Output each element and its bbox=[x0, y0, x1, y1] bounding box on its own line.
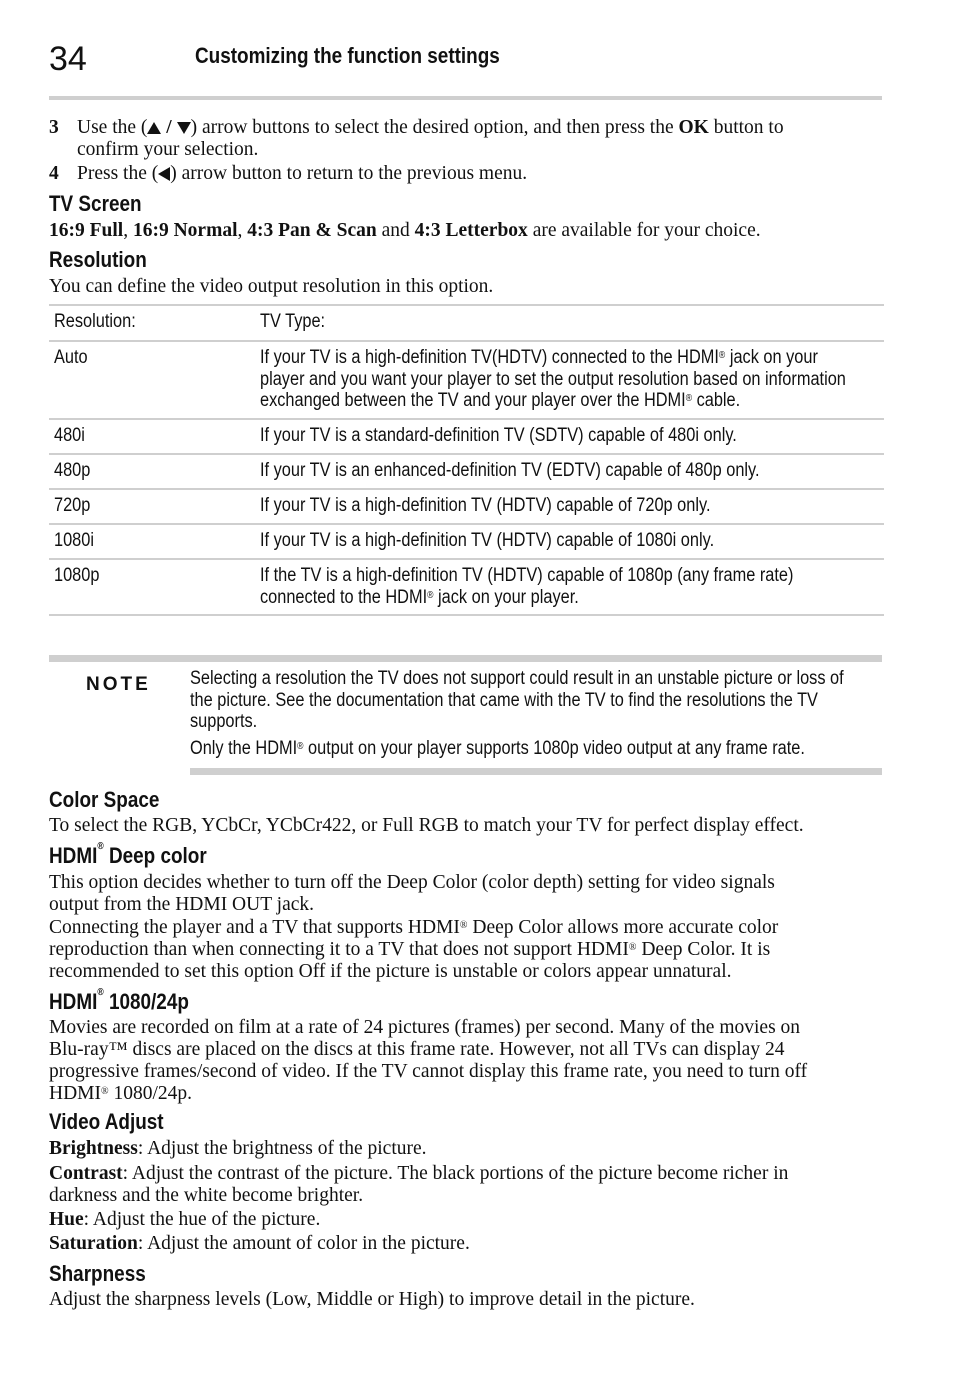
tv-screen-options: 16:9 Full, 16:9 Normal, 4:3 Pan & Scan and 4:3 Letterbox are available for your choice. bbox=[49, 220, 761, 241]
heading-tv-screen: TV Screen bbox=[49, 191, 142, 216]
deep-color-paragraph-1: This option decides whether to turn off the Deep Color (color depth) setting for video signals output from the HDMI OUT jack. bbox=[49, 872, 775, 915]
heading-color-space: Color Space bbox=[49, 787, 160, 812]
video-adjust-hue: Hue: Adjust the hue of the picture. bbox=[49, 1209, 321, 1230]
hdmi-1080-24p-text: Movies are recorded on film at a rate of 24 pictures (frames) per second. Many of the movies on Blu-ray™ discs are placed on the discs at this frame rate. However, not all TVs can display 24 progressive frames/second of video. If the TV cannot display this frame rate, you need to turn off HDMI® 1080/24p. bbox=[49, 1017, 808, 1104]
color-space-text: To select the RGB, YCbCr, YCbCr422, or Full RGB to match your TV for perfect display effect. bbox=[49, 815, 804, 836]
step-3-line2: confirm your selection. bbox=[77, 139, 259, 160]
resolution-table bbox=[49, 304, 884, 616]
table-row: 1080p If the TV is a high-definition TV (HDTV) capable of 1080p (any frame rate) connected to the HDMI® jack on your player. bbox=[49, 558, 884, 616]
heading-hdmi-1080-24p: HDMI® 1080/24p bbox=[49, 987, 189, 1014]
table-row: 720p If your TV is a high-definition TV (HDTV) capable of 720p only. bbox=[49, 488, 884, 523]
down-arrow-icon bbox=[177, 122, 191, 134]
sharpness-text: Adjust the sharpness levels (Low, Middle or High) to improve detail in the picture. bbox=[49, 1289, 695, 1310]
heading-resolution: Resolution bbox=[49, 247, 147, 272]
deep-color-paragraph-2: Connecting the player and a TV that supports HDMI® Deep Color allows more accurate color reproduction than when connecting it to a TV that does not support HDMI® Deep Color. It is recommended to set this option Off if the picture is unstable or colors appear unnatural. bbox=[49, 917, 779, 982]
video-adjust-brightness: Brightness: Adjust the brightness of the picture. bbox=[49, 1138, 427, 1159]
video-adjust-contrast: Contrast: Adjust the contrast of the picture. The black portions of the picture become richer in darkness and the white become brighter. bbox=[49, 1163, 789, 1206]
table-row: 480p If your TV is an enhanced-definition TV (EDTV) capable of 480p only. bbox=[49, 453, 884, 488]
step-4: 4 Press the ( ) arrow button to return to the previous menu. bbox=[49, 163, 528, 184]
note-paragraph-2: Only the HDMI® output on your player supports 1080p video output at any frame rate. bbox=[190, 738, 805, 759]
note-bottom-rule bbox=[190, 768, 882, 775]
heading-deep-color: HDMI® Deep color bbox=[49, 841, 207, 868]
table-header-row: Resolution: TV Type: bbox=[49, 304, 884, 340]
video-adjust-saturation: Saturation: Adjust the amount of color in the picture. bbox=[49, 1233, 470, 1254]
page-number: 34 bbox=[49, 40, 87, 78]
note-label: NOTE bbox=[86, 674, 151, 695]
step-3: 3 Use the ( / ) arrow buttons to select the desired option, and then press the OK button to bbox=[49, 117, 784, 138]
table-row: Auto If your TV is a high-definition TV(HDTV) connected to the HDMI® jack on your player and you want your player to set the output resolution based on information exchanged between the TV and your player over the HDMI® cable. bbox=[49, 340, 884, 418]
running-head: Customizing the function settings bbox=[195, 43, 500, 68]
table-row: 1080i If your TV is a high-definition TV (HDTV) capable of 1080i only. bbox=[49, 523, 884, 558]
note-top-rule bbox=[49, 655, 882, 662]
resolution-intro: You can define the video output resolution in this option. bbox=[49, 276, 494, 297]
table-row: 480i If your TV is a standard-definition TV (SDTV) capable of 480i only. bbox=[49, 418, 884, 453]
up-arrow-icon bbox=[147, 122, 161, 134]
header-rule bbox=[49, 96, 882, 100]
heading-video-adjust: Video Adjust bbox=[49, 1109, 164, 1134]
note-paragraph-1: Selecting a resolution the TV does not support could result in an unstable picture or loss of the picture. See the documentation that came with the TV to find the resolutions the TV supports. bbox=[190, 668, 844, 732]
heading-sharpness: Sharpness bbox=[49, 1261, 146, 1286]
left-arrow-icon bbox=[158, 167, 170, 181]
